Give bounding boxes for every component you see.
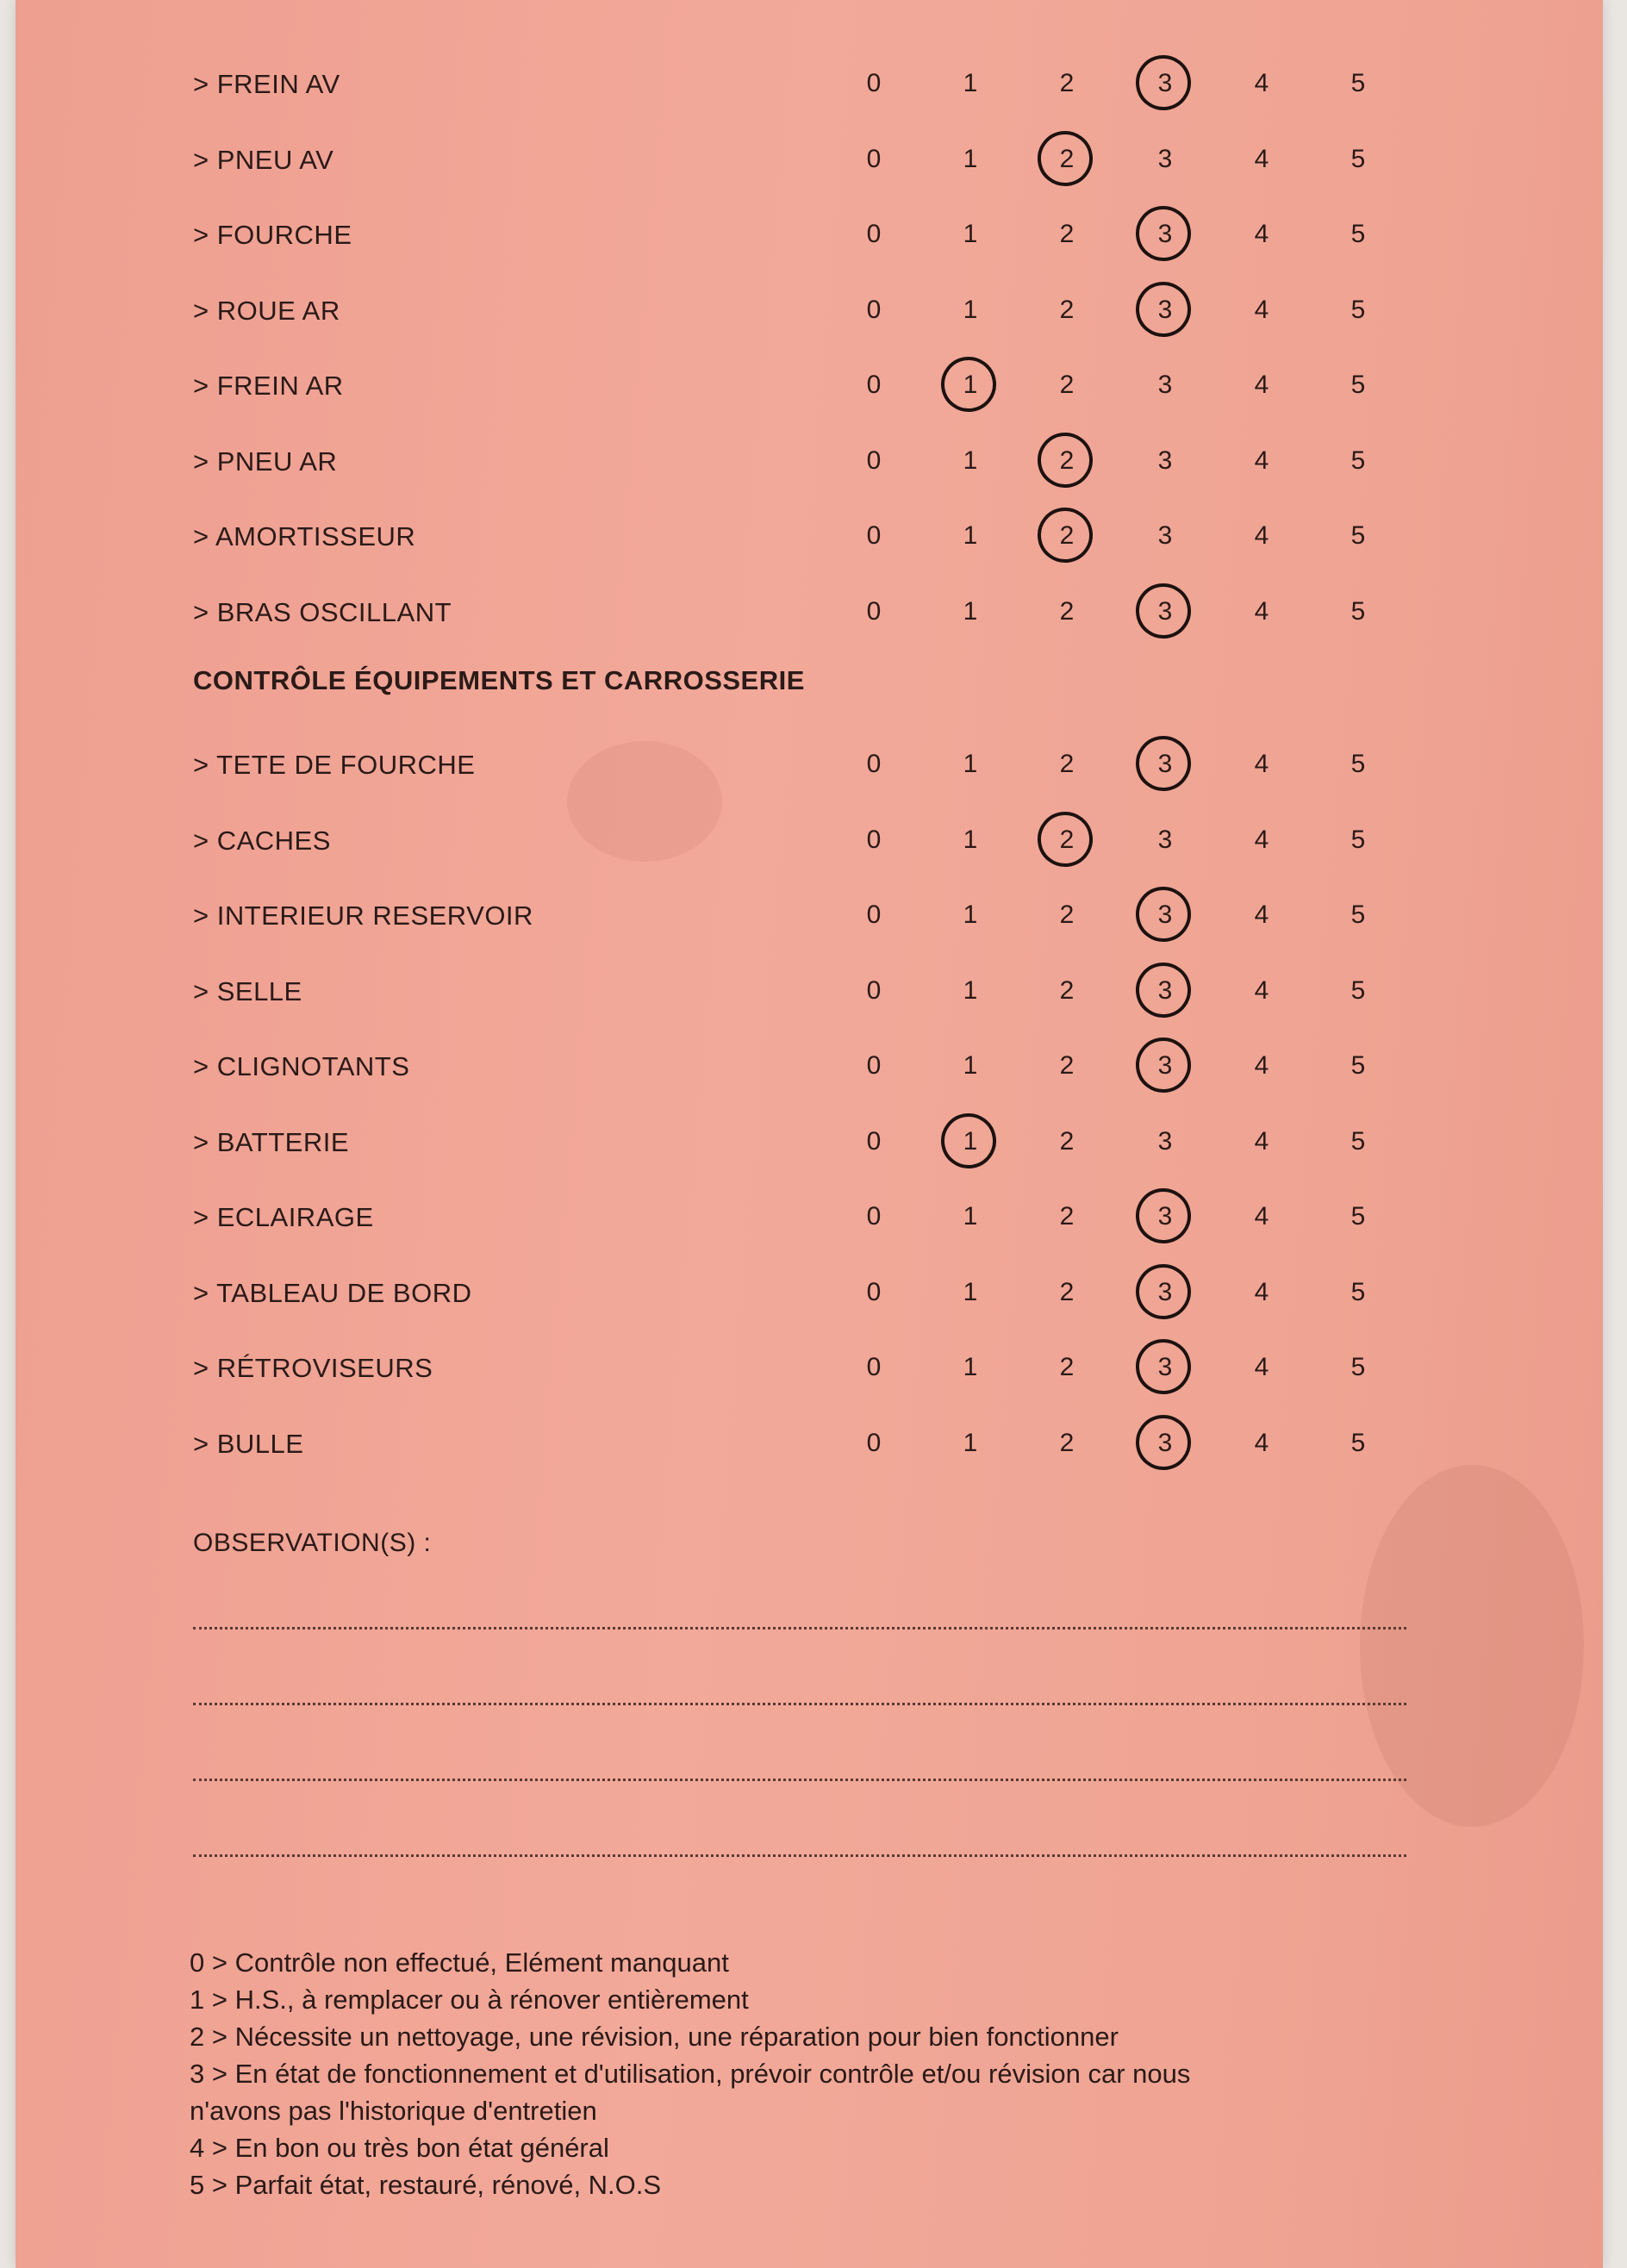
observation-line[interactable] — [193, 1779, 1406, 1781]
score-option[interactable]: 5 — [1350, 1051, 1366, 1080]
legend-line: 4 > En bon ou très bon état général — [190, 2133, 609, 2163]
inspection-item-label: > CLIGNOTANTS — [193, 1051, 410, 1081]
score-option[interactable]: 2 — [1059, 1051, 1075, 1080]
score-option[interactable]: 3 — [1148, 1429, 1182, 1458]
inspection-row — [16, 1041, 1603, 1093]
legend-line: 0 > Contrôle non effectué, Elément manquant — [190, 1947, 729, 1978]
score-option[interactable]: 4 — [1254, 220, 1269, 248]
score-option[interactable]: 0 — [866, 69, 882, 97]
score-option[interactable]: 4 — [1254, 900, 1269, 929]
score-option[interactable]: 0 — [866, 446, 882, 475]
score-option[interactable]: 1 — [963, 144, 978, 173]
score-option[interactable]: 2 — [1059, 69, 1075, 97]
score-option[interactable]: 0 — [866, 371, 882, 399]
score-option[interactable]: 0 — [866, 825, 882, 854]
score-option[interactable]: 5 — [1350, 446, 1366, 475]
score-option[interactable]: 5 — [1350, 975, 1366, 1005]
score-option[interactable]: 0 — [866, 1126, 882, 1156]
score-option[interactable]: 5 — [1350, 295, 1366, 324]
score-option[interactable]: 1 — [963, 1051, 978, 1080]
inspection-item-label: > TABLEAU DE BORD — [193, 1277, 472, 1308]
score-option[interactable]: 5 — [1350, 69, 1366, 97]
inspection-row — [16, 1418, 1603, 1470]
score-option[interactable]: 4 — [1254, 1202, 1269, 1231]
inspection-item-label: > FOURCHE — [193, 220, 352, 250]
inspection-item-label: > BULLE — [193, 1428, 304, 1459]
inspection-row — [16, 360, 1603, 412]
score-option[interactable]: 1 — [963, 975, 978, 1005]
score-option[interactable]: 2 — [1059, 1126, 1075, 1156]
score-option[interactable]: 2 — [1059, 1428, 1075, 1457]
score-option[interactable]: 2 — [1059, 750, 1075, 778]
score-option[interactable]: 2 — [1050, 521, 1084, 551]
inspection-row — [16, 1268, 1603, 1319]
score-option[interactable]: 1 — [963, 900, 978, 929]
inspection-item-label: > RÉTROVISEURS — [193, 1353, 433, 1383]
inspection-item-label: > ECLAIRAGE — [193, 1202, 374, 1232]
score-option[interactable]: 0 — [866, 521, 882, 550]
score-option[interactable]: 1 — [953, 1127, 988, 1156]
score-option[interactable]: 3 — [1148, 900, 1182, 930]
score-option[interactable]: 0 — [866, 144, 882, 173]
score-option[interactable]: 1 — [963, 596, 978, 626]
score-option[interactable]: 2 — [1059, 900, 1075, 929]
inspection-row — [16, 511, 1603, 563]
score-option[interactable]: 1 — [963, 1353, 978, 1381]
inspection-row — [16, 285, 1603, 337]
score-option[interactable]: 5 — [1350, 596, 1366, 626]
score-option[interactable]: 2 — [1050, 826, 1084, 855]
legend-line: 5 > Parfait état, restauré, rénové, N.O.S — [190, 2170, 662, 2200]
inspection-row — [16, 890, 1603, 942]
legend-line: 2 > Nécessite un nettoyage, une révision, une réparation pour bien fonctionner — [190, 2022, 1119, 2052]
score-option[interactable]: 5 — [1350, 1126, 1366, 1156]
inspection-row — [16, 209, 1603, 261]
score-option[interactable]: 4 — [1254, 69, 1269, 97]
score-option[interactable]: 1 — [963, 69, 978, 97]
score-option[interactable]: 5 — [1350, 144, 1366, 173]
score-option[interactable]: 5 — [1350, 1202, 1366, 1231]
legend-line: 3 > En état de fonctionnement et d'utilisation, prévoir contrôle et/ou révision car nous — [190, 2059, 1191, 2089]
score-option[interactable]: 1 — [963, 1202, 978, 1231]
score-option[interactable]: 0 — [866, 900, 882, 929]
score-option[interactable]: 5 — [1350, 371, 1366, 399]
score-option[interactable]: 5 — [1350, 1277, 1366, 1306]
score-option[interactable]: 4 — [1254, 446, 1269, 475]
score-option[interactable]: 3 — [1157, 371, 1173, 399]
score-option[interactable]: 0 — [866, 750, 882, 778]
score-option[interactable]: 5 — [1350, 750, 1366, 778]
inspection-item-label: > CACHES — [193, 825, 331, 856]
score-option[interactable]: 2 — [1050, 145, 1084, 174]
score-option[interactable]: 4 — [1254, 295, 1269, 324]
score-option[interactable]: 0 — [866, 1277, 882, 1306]
score-option[interactable]: 1 — [963, 1277, 978, 1306]
score-option[interactable]: 2 — [1059, 1277, 1075, 1306]
score-option[interactable]: 4 — [1254, 750, 1269, 778]
observations-title: OBSERVATION(S) : — [193, 1529, 432, 1557]
score-option[interactable]: 1 — [963, 750, 978, 778]
observation-line[interactable] — [193, 1854, 1406, 1857]
score-option[interactable]: 5 — [1350, 220, 1366, 248]
score-option[interactable]: 3 — [1148, 69, 1182, 98]
section-title: CONTRÔLE ÉQUIPEMENTS ET CARROSSERIE — [193, 665, 805, 695]
inspection-item-label: > PNEU AR — [193, 446, 338, 477]
inspection-row — [16, 587, 1603, 639]
score-option[interactable]: 2 — [1059, 371, 1075, 399]
score-option[interactable]: 4 — [1254, 371, 1269, 399]
score-option[interactable]: 0 — [866, 1353, 882, 1381]
inspection-row — [16, 1192, 1603, 1243]
score-option[interactable]: 0 — [866, 220, 882, 248]
score-option[interactable]: 5 — [1350, 521, 1366, 550]
score-option[interactable]: 3 — [1148, 597, 1182, 626]
inspection-row — [16, 436, 1603, 488]
score-option[interactable]: 2 — [1059, 1202, 1075, 1231]
score-option[interactable]: 2 — [1059, 975, 1075, 1005]
score-option[interactable]: 2 — [1059, 1353, 1075, 1381]
score-option[interactable]: 1 — [963, 825, 978, 854]
inspection-item-label: > BRAS OSCILLANT — [193, 596, 452, 627]
inspection-item-label: > PNEU AV — [193, 144, 334, 175]
score-option[interactable]: 3 — [1148, 1202, 1182, 1231]
observation-line[interactable] — [193, 1627, 1406, 1629]
inspection-row — [16, 966, 1603, 1018]
inspection-sheet — [16, 0, 1603, 2268]
score-option[interactable]: 3 — [1148, 1278, 1182, 1307]
score-option[interactable]: 3 — [1157, 446, 1173, 475]
legend-line: 1 > H.S., à remplacer ou à rénover entièrement — [190, 1984, 749, 2015]
score-option[interactable]: 2 — [1059, 596, 1075, 626]
score-option[interactable]: 3 — [1148, 296, 1182, 325]
inspection-row — [16, 815, 1603, 867]
score-option[interactable]: 1 — [963, 220, 978, 248]
inspection-row — [16, 1343, 1603, 1394]
inspection-item-label: > FREIN AR — [193, 371, 344, 401]
score-option[interactable]: 0 — [866, 295, 882, 324]
stain-mark — [1360, 1465, 1584, 1827]
score-option[interactable]: 5 — [1350, 900, 1366, 929]
score-option[interactable]: 4 — [1254, 144, 1269, 173]
score-option[interactable]: 2 — [1050, 446, 1084, 476]
score-option[interactable]: 0 — [866, 596, 882, 626]
inspection-item-label: > FREIN AV — [193, 69, 340, 99]
score-option[interactable]: 3 — [1148, 220, 1182, 249]
score-option[interactable]: 0 — [866, 1202, 882, 1231]
inspection-item-label: > INTERIEUR RESERVOIR — [193, 900, 533, 931]
inspection-item-label: > BATTERIE — [193, 1126, 349, 1157]
score-option[interactable]: 4 — [1254, 1126, 1269, 1156]
inspection-item-label: > AMORTISSEUR — [193, 521, 416, 551]
observation-line[interactable] — [193, 1703, 1406, 1705]
score-option[interactable]: 4 — [1254, 825, 1269, 854]
score-option[interactable]: 4 — [1254, 975, 1269, 1005]
score-option[interactable]: 3 — [1148, 750, 1182, 779]
score-option[interactable]: 3 — [1148, 976, 1182, 1006]
score-option[interactable]: 3 — [1148, 1051, 1182, 1081]
score-option[interactable]: 3 — [1157, 825, 1173, 854]
score-option[interactable]: 4 — [1254, 1353, 1269, 1381]
score-option[interactable]: 5 — [1350, 1428, 1366, 1457]
score-option[interactable]: 2 — [1059, 220, 1075, 248]
score-option[interactable]: 5 — [1350, 825, 1366, 854]
score-option[interactable]: 0 — [866, 1051, 882, 1080]
score-option[interactable]: 1 — [963, 1428, 978, 1457]
score-option[interactable]: 4 — [1254, 596, 1269, 626]
score-option[interactable]: 1 — [963, 295, 978, 324]
inspection-item-label: > TETE DE FOURCHE — [193, 750, 476, 780]
score-option[interactable]: 3 — [1157, 144, 1173, 173]
inspection-item-label: > SELLE — [193, 975, 302, 1006]
score-option[interactable]: 4 — [1254, 1428, 1269, 1457]
score-option[interactable]: 1 — [953, 371, 988, 400]
score-legend — [190, 1944, 1439, 2203]
inspection-row — [16, 739, 1603, 791]
inspection-row — [16, 134, 1603, 186]
score-option[interactable]: 5 — [1350, 1353, 1366, 1381]
inspection-row — [16, 59, 1603, 110]
legend-line: n'avons pas l'historique d'entretien — [190, 2096, 597, 2126]
score-option[interactable]: 4 — [1254, 1277, 1269, 1306]
score-option[interactable]: 3 — [1157, 521, 1173, 550]
score-option[interactable]: 3 — [1157, 1126, 1173, 1156]
score-option[interactable]: 4 — [1254, 521, 1269, 550]
score-option[interactable]: 4 — [1254, 1051, 1269, 1080]
score-option[interactable]: 1 — [963, 446, 978, 475]
inspection-row — [16, 1117, 1603, 1168]
score-option[interactable]: 1 — [963, 521, 978, 550]
score-option[interactable]: 0 — [866, 975, 882, 1005]
score-option[interactable]: 3 — [1148, 1353, 1182, 1382]
score-option[interactable]: 0 — [866, 1428, 882, 1457]
inspection-item-label: > ROUE AR — [193, 295, 340, 326]
score-option[interactable]: 2 — [1059, 295, 1075, 324]
